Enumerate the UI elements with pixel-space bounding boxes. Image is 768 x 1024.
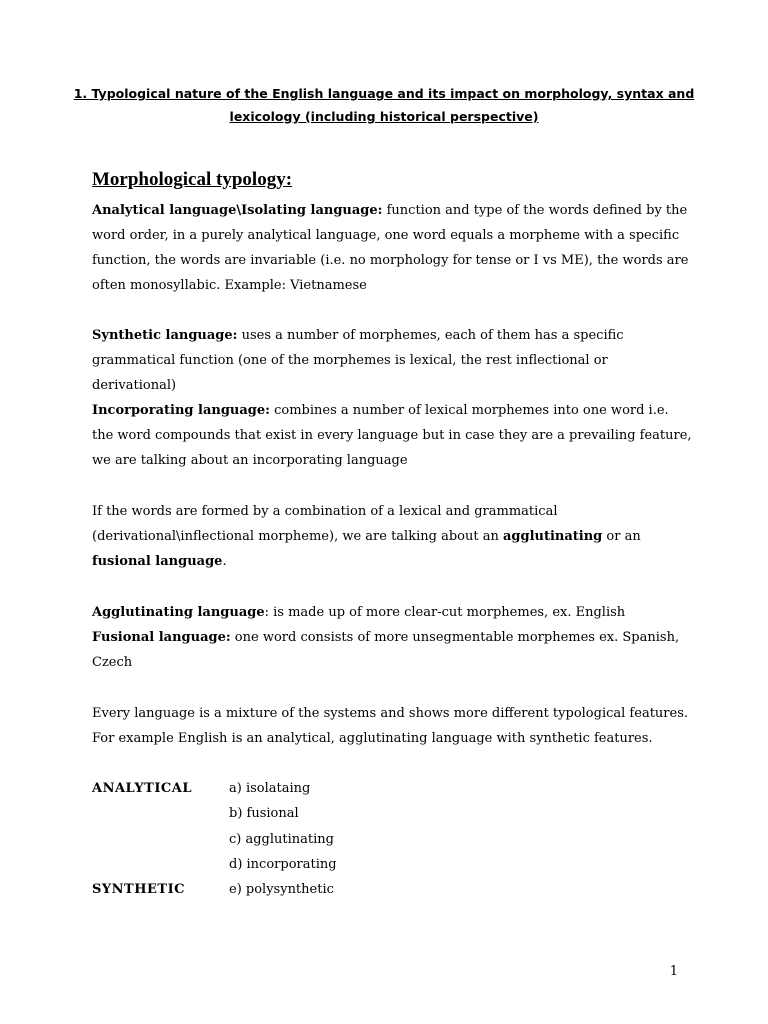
list-item <box>92 801 692 826</box>
list-item <box>92 877 692 902</box>
combination-paragraph <box>92 499 692 574</box>
list-item <box>92 827 692 852</box>
paragraph-text: uses a number of morphemes, each of them has a specific grammatical function (one of the morphemes is lexical, the rest inflectional or derivational) <box>92 328 624 393</box>
definition-term: Fusional language: <box>92 630 231 645</box>
paragraph-term: Incorporating language: <box>92 403 270 418</box>
mixture-paragraph: Every language is a mixture of the systems and shows more different typological features. For example English is an analytical, agglutinating language with synthetic features. <box>92 706 689 746</box>
definition-text: : is made up of more clear-cut morphemes, ex. English <box>264 605 626 620</box>
definitions-paragraph <box>92 600 692 675</box>
paragraph-text: . <box>222 554 227 569</box>
paragraph-text: If the words are formed by a combination of a lexical and grammatical (derivational\inflectional morpheme), we are talking about an <box>92 504 558 544</box>
synthetic-label: SYNTHETIC <box>92 882 186 898</box>
typology-scale-list <box>92 776 692 902</box>
section-heading: Morphological typology: <box>92 169 293 190</box>
synthetic-language-paragraph <box>92 323 692 398</box>
list-item-text: b) fusional <box>229 806 299 822</box>
list-item-text: a) isolataing <box>229 781 311 796</box>
list-item-text: c) agglutinating <box>229 831 334 847</box>
analytical-language-paragraph <box>92 198 692 298</box>
paragraph-text: combines a number of lexical morphemes into one word i.e. the word compounds that exist in every language but in case they are a prevailing feature, we are talking about an incorporating language <box>92 403 692 468</box>
paragraph-term: Analytical language\Isolating language: <box>92 203 383 218</box>
list-item-text: d) incorporating <box>229 856 337 872</box>
page-number: 1 <box>669 964 678 979</box>
definition-term: Agglutinating language <box>92 605 265 620</box>
document-title-line-1: 1. Typological nature of the English language and its impact on morphology, syntax and <box>73 86 695 101</box>
agglutinating-term: agglutinating <box>502 529 603 544</box>
list-item <box>92 852 692 877</box>
paragraph-text: or an <box>602 529 641 544</box>
paragraph-text: function and type of the words defined by the word order, in a purely analytical language, one word equals a morpheme with a specific function, the words are invariable (i.e. no morphology for tense or I vs ME), the words are often monosyllabic. Example: Vietnamese <box>92 203 689 293</box>
fusional-language-term: fusional language <box>92 554 223 569</box>
list-item-text: e) polysynthetic <box>229 882 334 898</box>
paragraph-term: Synthetic language: <box>92 328 238 343</box>
incorporating-language-paragraph <box>92 398 692 473</box>
definition-text: one word consists of more unsegmentable morphemes ex. Spanish, Czech <box>92 630 680 670</box>
analytical-label: ANALYTICAL <box>92 781 192 796</box>
document-title-line-2: lexicology (including historical perspective) <box>229 109 539 124</box>
list-item <box>92 776 692 801</box>
